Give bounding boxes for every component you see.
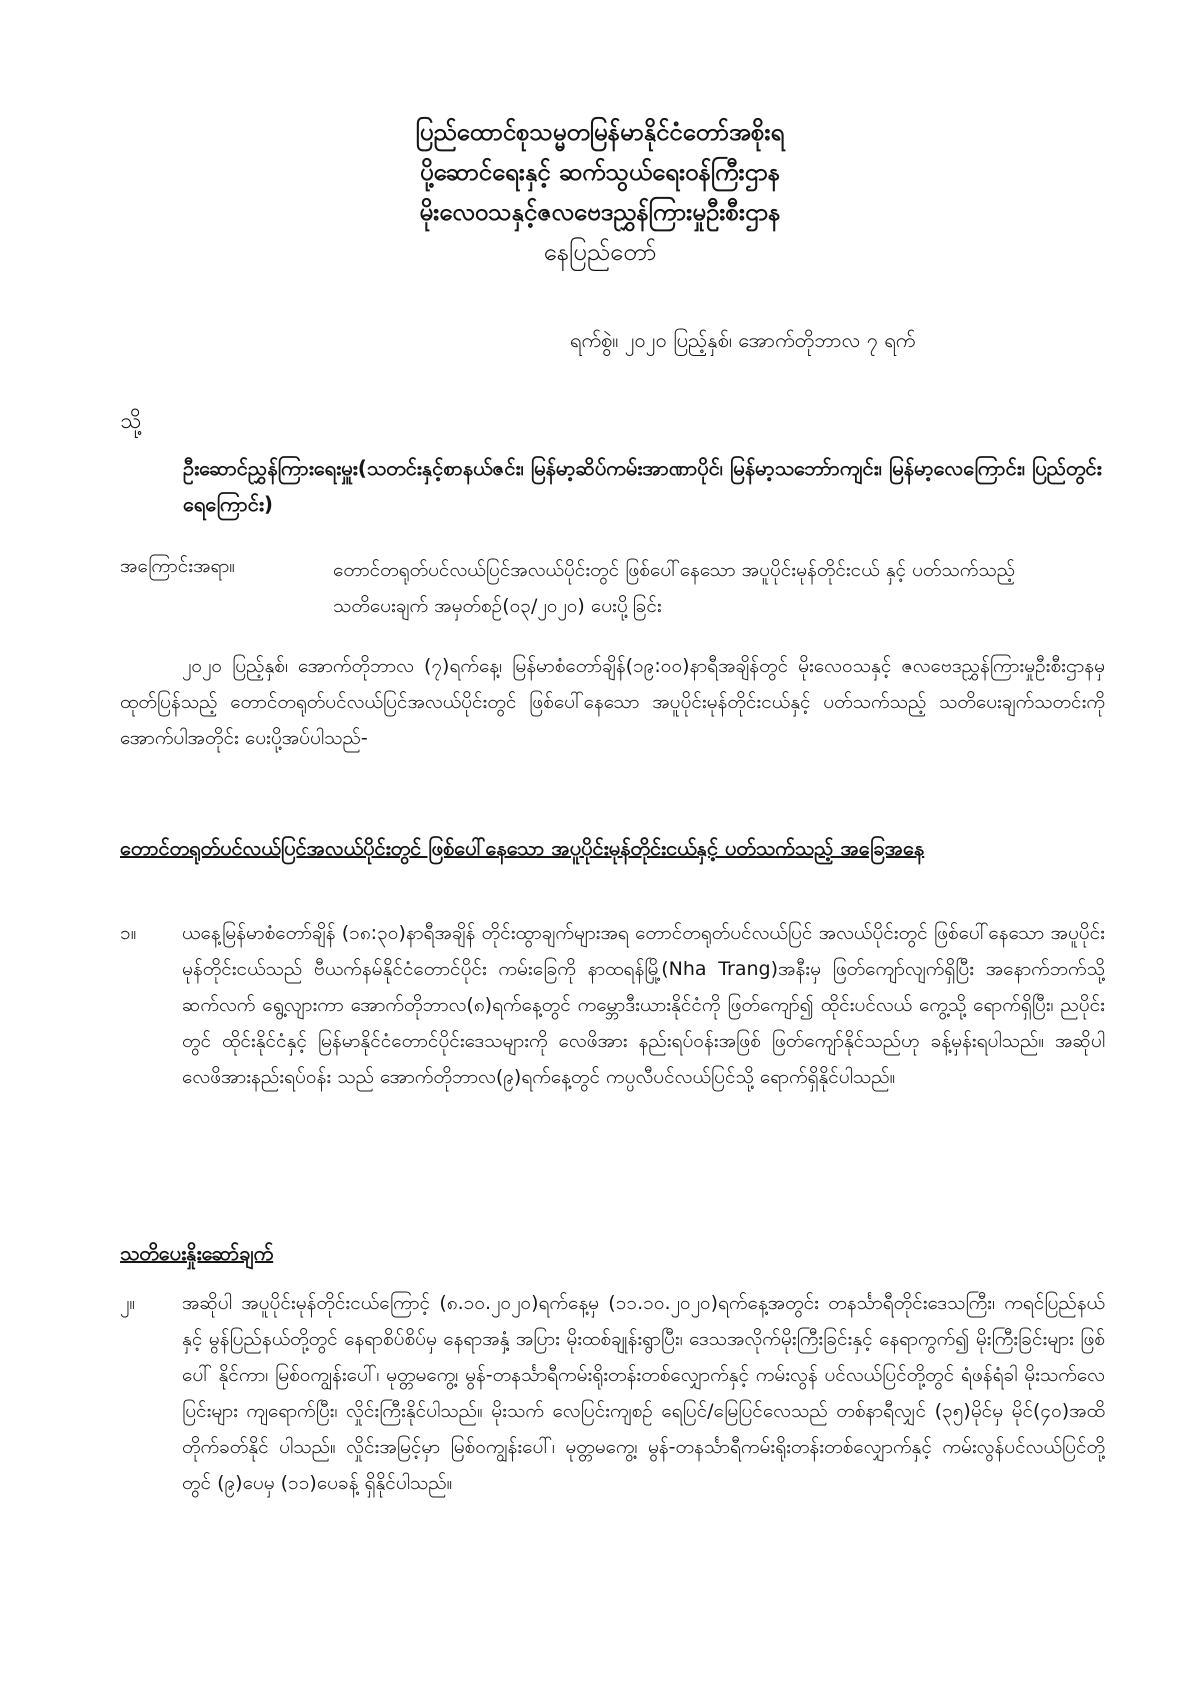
- subject-label: အကြောင်းအရာ။: [120, 555, 236, 577]
- paragraph-text: ယနေ့မြန်မာစံတော်ချိန် (၁၈:၃၀)နာရီအချိန် တိုင်းထွာချက်များအရ တောင်တရုတ်ပင်လယ်ပြင် အလယ်ပိုင်းတွင် ဖြစ်ပေါ်နေသော အပူပိုင်းမုန်တိုင်းငယ်သည် ဗီယက်နမ်နိုင်ငံတောင်ပိုင်း ကမ်းခြေကို နာထရန်မြို့(Nha Trang)အနီးမှ ဖြတ်ကျော်လျက်ရှိပြီး အနောက်ဘက်သို့ ဆက်လက် ရွေ့လျားကာ အောက်တိုဘာလ(၈)ရက်နေ့တွင် ကမ္ဘောဒီးယားနိုင်ငံကို ဖြတ်ကျော်၍ ထိုင်းပင်လယ် ကွေ့သို့ ရောက်ရှိပြီး၊ ညပိုင်းတွင် ထိုင်းနိုင်ငံနှင့် မြန်မာနိုင်ငံတောင်ပိုင်းဒေသများကို လေဖိအား နည်းရပ်ဝန်းအဖြစ် ဖြတ်ကျော်နိုင်သည်ဟု ခန့်မှန်းရပါသည်။ အဆိုပါ လေဖိအားနည်းရပ်ဝန်း သည် အောက်တိုဘာလ(၉)ရက်နေ့တွင် ကပ္ပလီပင်လယ်ပြင်သို့ ရောက်ရှိနိုင်ပါသည်။: [182, 922, 1105, 1088]
- letterhead: [0, 112, 1200, 272]
- ministry-name: ပို့ဆောင်ရေးနှင့် ဆက်သွယ်ရေးဝန်ကြီးဌာန: [419, 158, 781, 186]
- paragraph-number: ၁။: [120, 922, 137, 944]
- paragraph-1: [120, 915, 1105, 1095]
- document-date: ရက်စွဲ။ ၂၀၂၀ ပြည့်နှစ်၊ အောက်တိုဘာလ ၇ ရက်: [570, 328, 916, 352]
- paragraph-2: [120, 1285, 1105, 1501]
- section-heading-warning: သတိပေးနှိုးဆော်ချက်: [120, 1241, 274, 1265]
- intro-paragraph: ၂၀၂၀ ပြည့်နှစ်၊ အောက်တိုဘာလ (၇)ရက်နေ့၊ မြန်မာစံတော်ချိန်(၁၉:၀၀)နာရီအချိန်တွင် မိုးလေဝသနှင့် ဇလဗေဒညွှန်ကြားမှုဦးစီးဌာနမှ ထုတ်ပြန်သည့် တောင်တရုတ်ပင်လယ်ပြင်အလယ်ပိုင်းတွင် ဖြစ်ပေါ်နေသော အပူပိုင်းမုန်တိုင်းငယ်နှင့် ပတ်သက်သည့် သတိပေးချက်သတင်းကို အောက်ပါအတိုင်း ပေးပို့အပ်ပါသည်-: [120, 655, 1105, 749]
- paragraph-number: ၂။: [120, 1292, 136, 1314]
- department-name: မိုးလေဝသနှင့်ဇလဗေဒညွှန်ကြားမှုဦးစီးဌာန: [419, 198, 781, 226]
- section-heading-situation: တောင်တရုတ်ပင်လယ်ပြင်အလယ်ပိုင်းတွင် ဖြစ်ပေါ်နေသော အပူပိုင်းမုန်တိုင်းငယ်နှင့် ပတ်သက်သည့် အခြေအနေ: [120, 836, 925, 860]
- paragraph-text: အဆိုပါ အပူပိုင်းမုန်တိုင်းငယ်ကြောင့် (၈.၁၀.၂၀၂၀)ရက်နေ့မှ (၁၁.၁၀.၂၀၂၀)ရက်နေ့အတွင်း တနင်္သာရီတိုင်းဒေသကြီး၊ ကရင်ပြည်နယ်နှင့် မွန်ပြည်နယ်တို့တွင် နေရာစိပ်စိပ်မှ နေရာအနှံ့ အပြား မိုးထစ်ချုန်းရွာပြီး၊ ဒေသအလိုက်မိုးကြီးခြင်းနှင့် နေရာကွက်၍ မိုးကြီးခြင်းများ ဖြစ်ပေါ် နိုင်ကာ၊ မြစ်ဝကျွန်းပေါ်၊ မုတ္တမကွေ့၊ မွန်-တနင်္သာရီကမ်းရိုးတန်းတစ်လျှောက်နှင့် ကမ်းလွန် ပင်လယ်ပြင်တို့တွင် ရံဖန်ရံခါ မိုးသက်လေပြင်းများ ကျရောက်ပြီး၊ လှိုင်းကြီးနိုင်ပါသည်။ မိုးသက် လေပြင်းကျစဉ် ရေပြင်/မြေပြင်လေသည် တစ်နာရီလျှင် (၃၅)မိုင်မှ မိုင်(၄၀)အထိ တိုက်ခတ်နိုင် ပါသည်။ လှိုင်းအမြင့်မှာ မြစ်ဝကျွန်းပေါ်၊ မုတ္တမကွေ့၊ မွန်-တနင်္သာရီကမ်းရိုးတန်းတစ်လျှောက်နှင့် ကမ်းလွန်ပင်လယ်ပြင်တို့တွင် (၉)ပေမှ (၁၁)ပေခန့် ရှိနိုင်ပါသည်။: [182, 1292, 1105, 1494]
- government-name: ပြည်ထောင်စုသမ္မတမြန်မာနိုင်ငံတော်အစိုးရ: [415, 118, 785, 146]
- recipient: ဦးဆောင်ညွှန်ကြားရေးမှူး(သတင်းနှင့်စာနယ်ဇင်း၊ မြန်မာ့ဆိပ်ကမ်းအာဏာပိုင်၊ မြန်မာ့သဘော်ာကျင်း၊ မြန်မာ့လေကြောင်း၊ ပြည်တွင်းရေကြောင်း): [183, 456, 1102, 516]
- to-label: သို့: [120, 409, 142, 434]
- subject-text: တောင်တရုတ်ပင်လယ်ပြင်အလယ်ပိုင်းတွင် ဖြစ်ပေါ်နေသော အပူပိုင်းမုန်တိုင်းငယ် နှင့် ပတ်သက်သည့် သတိပေးချက် အမှတ်စဉ်(၀၃/၂၀၂၀) ပေးပို့ခြင်း: [333, 559, 1016, 617]
- city-name: နေပြည်တော်: [543, 238, 657, 266]
